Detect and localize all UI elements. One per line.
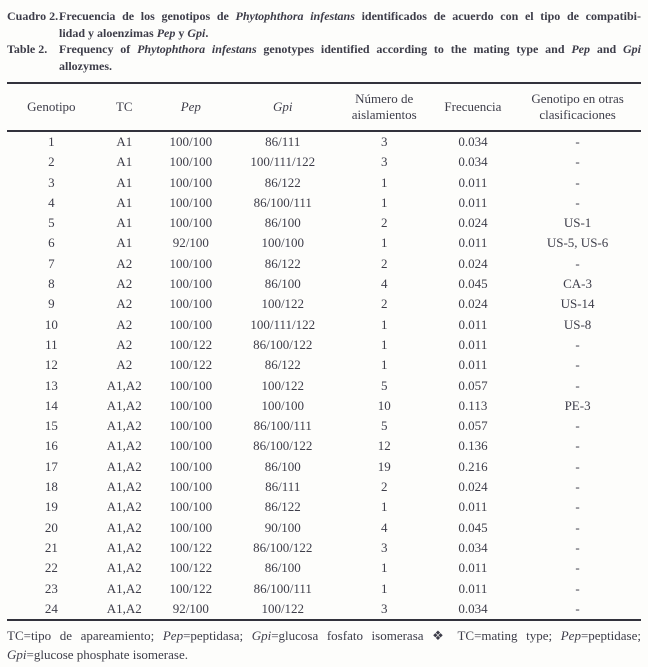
genotype-table <box>7 82 641 621</box>
table-cell: A1,A2 <box>106 458 142 474</box>
text-run: . <box>205 25 209 40</box>
table-cell: 3 <box>48 174 55 190</box>
table-cell: 100/100 <box>169 296 213 312</box>
table-cell: - <box>575 539 580 555</box>
table-cell: A1,A2 <box>106 560 142 576</box>
table-cell: 86/111 <box>265 479 301 495</box>
table-cell: 86/100 <box>264 215 301 231</box>
caption-label: Cuadro 2. <box>7 9 59 23</box>
table-cell: 24 <box>44 600 58 616</box>
text-run: Frecuencia de los genotipos de <box>59 9 236 23</box>
table-cell: 0.011 <box>458 499 488 515</box>
footnote-line <box>7 645 641 664</box>
table-cell: 100/100 <box>169 194 213 210</box>
table-cell: 0.034 <box>458 600 488 616</box>
table-cell: 6 <box>48 235 55 251</box>
table-row <box>7 131 641 152</box>
table-cell: - <box>575 519 580 535</box>
table-cell: 100/100 <box>261 235 305 251</box>
table-cell: 100/122 <box>169 560 213 576</box>
table-cell: PE-3 <box>564 397 591 413</box>
table-cell: 0.034 <box>458 134 488 149</box>
column-header-label: Pep <box>180 99 201 114</box>
table-cell: 0.011 <box>458 336 488 352</box>
table-cell: 1 <box>380 336 388 352</box>
table-cell: 19 <box>377 458 391 474</box>
table-cell: A1,A2 <box>106 580 142 596</box>
table-cell: 1 <box>380 580 388 596</box>
table-cell: A1 <box>116 134 133 149</box>
table-cell: - <box>575 499 580 515</box>
table-cell: 100/122 <box>169 336 213 352</box>
table-cell: 100/111/122 <box>250 316 316 332</box>
table-row <box>7 538 641 558</box>
table-cell: 16 <box>44 438 58 454</box>
table-cell: 100/100 <box>169 316 213 332</box>
table-cell: 4 <box>380 519 388 535</box>
table-cell: A1,A2 <box>106 499 142 515</box>
table-cell: 0.057 <box>458 418 488 434</box>
italic-term: Pep <box>162 628 184 644</box>
table-cell: A1 <box>116 154 133 170</box>
table-cell: - <box>575 580 580 596</box>
table-cell: A2 <box>116 255 133 271</box>
table-row <box>7 497 641 517</box>
text-run: and <box>590 42 623 56</box>
table-footnote <box>7 626 641 664</box>
table-row <box>7 173 641 193</box>
table-cell: - <box>575 194 580 210</box>
table-cell: 86/100 <box>264 560 301 576</box>
table-cell: 2 <box>380 215 388 231</box>
table-cell: 14 <box>44 397 58 413</box>
column-header-label: TC <box>115 99 133 114</box>
italic-term: Gpi <box>251 628 272 644</box>
table-cell: 100/100 <box>169 499 213 515</box>
table-cell: 1 <box>48 134 55 149</box>
table-cell: 2 <box>380 479 388 495</box>
header-row <box>7 83 641 131</box>
caption-es <box>7 8 641 41</box>
table-cell: US-8 <box>563 316 592 332</box>
table-row <box>7 355 641 375</box>
table-cell: 100/122 <box>261 377 305 393</box>
table-cell: 100/100 <box>169 174 213 190</box>
table-cell: 100/100 <box>169 154 213 170</box>
table-row <box>7 335 641 355</box>
table-cell: 0.011 <box>458 235 488 251</box>
table-cell: - <box>575 438 580 454</box>
table-cell: A2 <box>116 276 133 292</box>
table-row <box>7 274 641 294</box>
table-cell: A2 <box>116 316 133 332</box>
table-captions <box>7 8 641 74</box>
table-cell: - <box>575 255 580 271</box>
table-cell: A1,A2 <box>106 397 142 413</box>
table-cell: - <box>575 377 580 393</box>
text-run: =peptidase; <box>580 628 641 644</box>
text-run: =glucose phosphate isomerase. <box>26 647 188 663</box>
table-row <box>7 436 641 456</box>
table-header <box>7 83 641 131</box>
column-header <box>153 83 229 131</box>
column-header-label: Genotipo <box>27 99 76 114</box>
table-cell: A1,A2 <box>106 377 142 393</box>
table-cell: A2 <box>116 336 133 352</box>
table-cell: 100/100 <box>169 458 213 474</box>
table-cell: 0.011 <box>458 580 488 596</box>
table-cell: - <box>575 336 580 352</box>
table-cell: 100/122 <box>261 600 305 616</box>
table-row <box>7 599 641 620</box>
table-cell: 12 <box>377 438 391 454</box>
text-run: y <box>175 25 188 40</box>
caption-label: Table 2. <box>7 42 48 56</box>
table-cell: 19 <box>44 499 58 515</box>
table-cell: 21 <box>44 539 58 555</box>
text-run: Frequency of <box>59 42 138 56</box>
table-cell: 2 <box>380 296 388 312</box>
column-header-label: Frecuencia <box>444 99 502 114</box>
table-cell: - <box>575 134 580 149</box>
table-cell: 100/122 <box>169 357 213 373</box>
table-cell: 90/100 <box>264 519 301 535</box>
table-cell: 2 <box>380 255 388 271</box>
table-cell: A1,A2 <box>106 539 142 555</box>
column-header <box>432 83 514 131</box>
table-cell: 92/100 <box>172 235 209 251</box>
table-cell: 5 <box>380 377 388 393</box>
table-cell: 100/100 <box>169 134 213 149</box>
table-cell: A1,A2 <box>106 438 142 454</box>
table-row <box>7 457 641 477</box>
table-cell: 1 <box>380 560 388 576</box>
table-cell: 86/100/111 <box>253 580 312 596</box>
table-cell: 15 <box>44 418 58 434</box>
table-cell: 86/100/111 <box>253 194 312 210</box>
table-cell: 0.011 <box>458 357 488 373</box>
table-cell: A1,A2 <box>106 600 142 616</box>
table-cell: 86/122 <box>264 255 301 271</box>
table-cell: 3 <box>380 539 388 555</box>
table-cell: 100/122 <box>261 296 305 312</box>
table-cell: 18 <box>44 479 58 495</box>
table-row <box>7 193 641 213</box>
table-cell: 0.011 <box>458 560 488 576</box>
table-cell: 10 <box>44 316 58 332</box>
table-cell: 100/100 <box>169 397 213 413</box>
italic-term: Phytophthora infestans <box>137 42 257 56</box>
table-cell: 86/100/122 <box>253 539 313 555</box>
table-cell: 100/100 <box>261 397 305 413</box>
table-cell: 0.034 <box>458 539 488 555</box>
table-cell: 5 <box>48 215 55 231</box>
table-cell: 92/100 <box>172 600 209 616</box>
table-cell: US-14 <box>560 296 595 312</box>
table-row <box>7 518 641 538</box>
text-run: =glucosa fosfato isomerasa ❖ TC=mating type; <box>271 628 561 644</box>
table-row <box>7 376 641 396</box>
table-row <box>7 558 641 578</box>
table-cell: - <box>575 560 580 576</box>
table-cell: 23 <box>44 580 58 596</box>
table-cell: 100/100 <box>169 418 213 434</box>
table-cell: A1 <box>116 174 133 190</box>
table-cell: 3 <box>380 600 388 616</box>
table-cell: US-1 <box>563 215 592 231</box>
table-row <box>7 416 641 436</box>
caption-line <box>59 25 641 42</box>
table-row <box>7 315 641 335</box>
table-row <box>7 294 641 314</box>
table-cell: 10 <box>377 397 391 413</box>
table-cell: 86/100/122 <box>253 336 313 352</box>
table-cell: 17 <box>44 458 58 474</box>
caption-line <box>59 58 641 75</box>
table-cell: - <box>575 174 580 190</box>
table-cell: - <box>575 418 580 434</box>
table-cell: 100/122 <box>169 539 213 555</box>
text-run: =peptidasa; <box>183 628 252 644</box>
text-run: TC=tipo de apareamiento; <box>7 628 163 644</box>
table-cell: 100/100 <box>169 215 213 231</box>
table-row <box>7 396 641 416</box>
table-cell: 1 <box>380 174 388 190</box>
table-cell: 3 <box>380 134 388 149</box>
italic-term: Gpi <box>187 25 206 40</box>
table-cell: 1 <box>380 194 388 210</box>
table-cell: 7 <box>48 255 55 271</box>
italic-term: Pep <box>571 42 590 56</box>
column-header <box>7 83 96 131</box>
table-cell: 86/100 <box>264 276 301 292</box>
table-row <box>7 152 641 172</box>
table-cell: 11 <box>45 336 58 352</box>
table-cell: 100/122 <box>169 580 213 596</box>
table-cell: 0.034 <box>458 154 488 170</box>
table-cell: 0.045 <box>458 519 488 535</box>
caption-text <box>59 41 641 74</box>
footnote-line <box>7 626 641 645</box>
table-cell: 100/100 <box>169 479 213 495</box>
table-cell: 0.011 <box>458 316 488 332</box>
caption-en <box>7 41 641 74</box>
table-cell: A1,A2 <box>106 418 142 434</box>
italic-term: Pep <box>156 25 176 40</box>
table-cell: 86/111 <box>265 134 301 149</box>
table-cell: CA-3 <box>563 276 593 292</box>
text-run: genotypes identified according to the mating type and <box>256 42 572 56</box>
table-cell: 100/100 <box>169 377 213 393</box>
table-row <box>7 213 641 233</box>
table-cell: 12 <box>44 357 58 373</box>
table-cell: 1 <box>380 499 388 515</box>
table-cell: 8 <box>48 276 55 292</box>
table-cell: 20 <box>44 519 58 535</box>
table-row <box>7 477 641 497</box>
text-run: allozymes. <box>59 58 112 73</box>
table-cell: A1,A2 <box>106 519 142 535</box>
italic-term: Pep <box>560 628 581 644</box>
table-cell: - <box>575 479 580 495</box>
table-cell: 0.216 <box>458 458 488 474</box>
table-cell: 0.024 <box>458 215 488 231</box>
italic-term: Phytophthora infestans <box>235 9 355 23</box>
table-cell: A1 <box>116 215 133 231</box>
table-cell: 9 <box>48 296 55 312</box>
table-cell: 100/100 <box>169 519 213 535</box>
table-cell: 0.011 <box>458 194 488 210</box>
table-cell: 100/100 <box>169 276 213 292</box>
column-header <box>514 83 641 131</box>
table-cell: A2 <box>116 357 133 373</box>
italic-term: Gpi <box>623 42 641 56</box>
table-cell: A1 <box>116 194 133 210</box>
table-cell: 4 <box>380 276 388 292</box>
caption-line <box>59 41 641 58</box>
table-cell: 0.011 <box>458 174 488 190</box>
column-header-label: Gpi <box>273 99 293 114</box>
column-header <box>96 83 153 131</box>
table-cell: 86/122 <box>264 174 301 190</box>
table-cell: - <box>575 154 580 170</box>
table-cell: - <box>575 600 580 616</box>
table-cell: 0.024 <box>458 255 488 271</box>
table-cell: 1 <box>380 316 388 332</box>
table-cell: 0.024 <box>458 296 488 312</box>
table-cell: 86/122 <box>264 499 301 515</box>
caption-line <box>59 8 641 25</box>
table-cell: 0.136 <box>458 438 488 454</box>
table-row <box>7 579 641 599</box>
caption-text <box>59 8 641 41</box>
column-header-label: Número de aislamientos <box>351 91 417 122</box>
table-cell: 13 <box>44 377 58 393</box>
table-row <box>7 254 641 274</box>
table-cell: A2 <box>116 296 133 312</box>
table-row <box>7 233 641 253</box>
table-cell: 0.045 <box>458 276 488 292</box>
column-header-label: Genotipo en otras clasificaciones <box>531 91 624 122</box>
table-cell: 86/122 <box>264 357 301 373</box>
italic-term: Gpi <box>7 647 27 663</box>
table-body <box>7 131 641 620</box>
table-cell: 1 <box>380 235 388 251</box>
table-cell: 100/100 <box>169 438 213 454</box>
table-cell: 86/100/111 <box>253 418 312 434</box>
table-cell: 0.057 <box>458 377 488 393</box>
table-cell: - <box>575 357 580 373</box>
table-cell: 2 <box>48 154 55 170</box>
table-cell: A1 <box>116 235 133 251</box>
column-header <box>229 83 337 131</box>
table-cell: 0.024 <box>458 479 488 495</box>
table-cell: 4 <box>48 194 55 210</box>
table-cell: 22 <box>44 560 58 576</box>
column-header <box>337 83 432 131</box>
table-cell: 86/100 <box>264 458 301 474</box>
table-cell: 5 <box>380 418 388 434</box>
table-cell: US-5, US-6 <box>546 235 609 251</box>
text-run: lidad y aloenzimas <box>59 25 157 40</box>
table-cell: 1 <box>380 357 388 373</box>
table-cell: A1,A2 <box>106 479 142 495</box>
text-run: identificados de acuerdo con el tipo de compatibi- <box>354 9 641 23</box>
table-cell: 0.113 <box>458 397 488 413</box>
table-cell: 3 <box>380 154 388 170</box>
table-cell: 100/111/122 <box>250 154 316 170</box>
table-cell: - <box>575 458 580 474</box>
table-cell: 100/100 <box>169 255 213 271</box>
table-cell: 86/100/122 <box>253 438 313 454</box>
